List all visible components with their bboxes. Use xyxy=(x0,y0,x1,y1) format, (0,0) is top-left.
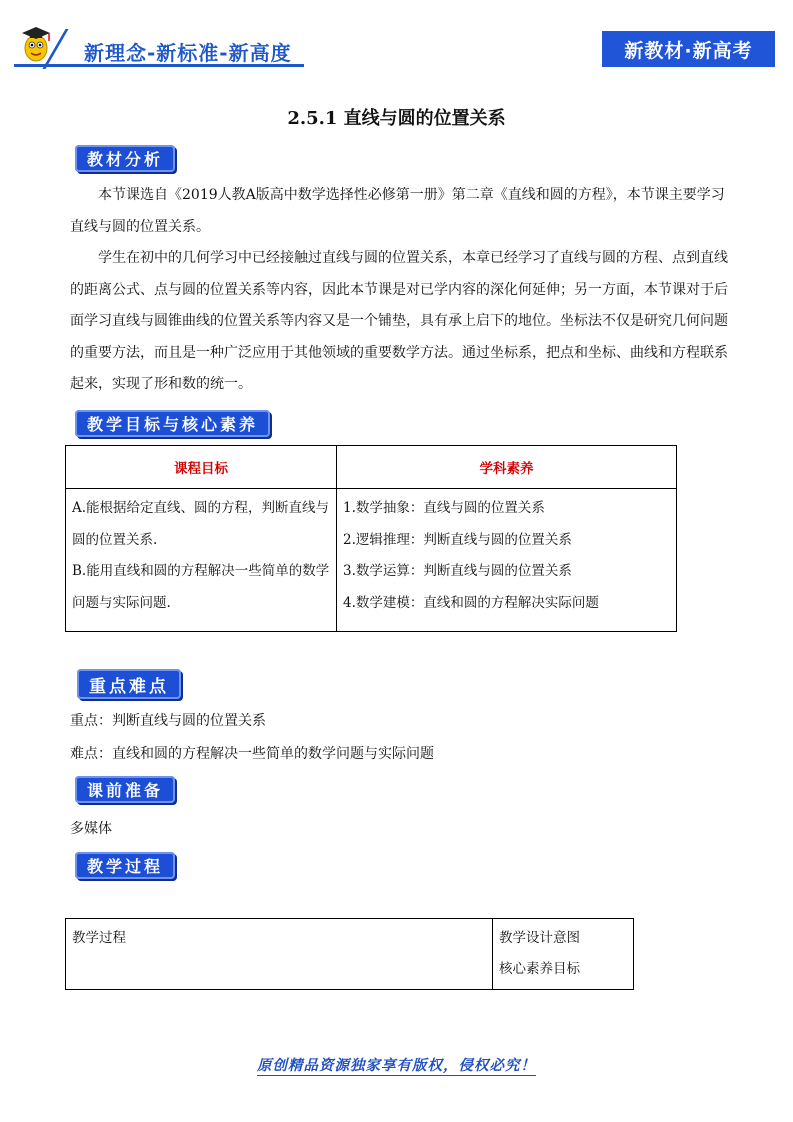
analysis-paragraph-1-text: 本节课选自《2019人教A版高中数学选择性必修第一册》第二章《直线和圆的方程》，本节课主要学习直线与圆的位置关系。 xyxy=(70,187,725,235)
process-table xyxy=(65,918,634,990)
difficult-point: 难点：直线和圆的方程解决一些简单的数学问题与实际问题 xyxy=(70,746,434,762)
goal-item: B.能用直线和圆的方程解决一些简单的数学问题与实际问题. xyxy=(72,563,330,611)
prep-text: 多媒体 xyxy=(70,821,112,837)
goals-literacy-cell xyxy=(337,489,677,632)
section-badge-prep: 课前准备 xyxy=(75,776,175,803)
section-badge-process: 教学过程 xyxy=(75,852,175,879)
analysis-paragraph-1 xyxy=(70,180,730,243)
literacy-item: 4.数学建模：直线和圆的方程解决实际问题 xyxy=(343,594,599,611)
analysis-paragraph-2 xyxy=(70,243,730,401)
page-title: 2.5.1 直线与圆的位置关系 xyxy=(287,108,506,129)
process-col-design xyxy=(493,919,634,990)
goals-header-literacy: 学科素养 xyxy=(337,446,677,489)
header-slogan: 新理念-新标准-新高度 xyxy=(84,41,292,65)
section-badge-analysis: 教材分析 xyxy=(75,145,175,172)
goals-header-course: 课程目标 xyxy=(66,446,337,489)
footer-copyright-text: 原创精品资源独家享有版权，侵权必究！ xyxy=(257,1058,536,1074)
literacy-item: 2.逻辑推理：判断直线与圆的位置关系 xyxy=(343,531,572,548)
goals-course-cell xyxy=(66,489,337,632)
literacy-item: 3.数学运算：判断直线与圆的位置关系 xyxy=(343,563,572,579)
footer-copyright xyxy=(0,1054,793,1075)
process-literacy-label: 核心素养目标 xyxy=(499,961,580,977)
literacy-item: 1.数学抽象：直线与圆的位置关系 xyxy=(343,500,545,516)
process-design-label: 教学设计意图 xyxy=(499,930,580,946)
analysis-paragraph-2-text: 学生在初中的几何学习中已经接触过直线与圆的位置关系，本章已经学习了直线与圆的方程、点到直线的距离公式、点与圆的位置关系等内容，因此本节课是对已学内容的深化何延伸；另一方面，本节课对于后面学习直线与圆锥曲线的位置关系等内容又是一个铺垫，具有承上启下的地位。坐标法不仅是研究几何问题的重要方法，而且是一种广泛应用于其他领域的重要数学方法。通过坐标系，把点和坐标、曲线和方程联系起来，实现了形和数的统一。 xyxy=(70,250,728,392)
goal-item: A.能根据给定直线、圆的方程，判断直线与圆的位置关系. xyxy=(72,500,330,548)
section-badge-goals: 教学目标与核心素养 xyxy=(75,410,270,437)
key-point: 重点：判断直线与圆的位置关系 xyxy=(70,713,266,729)
goals-table xyxy=(65,445,677,632)
header-brand-box: 新教材·新高考 xyxy=(602,31,775,67)
process-col-teaching: 教学过程 xyxy=(66,919,493,990)
section-badge-keypoints: 重点难点 xyxy=(77,669,181,699)
